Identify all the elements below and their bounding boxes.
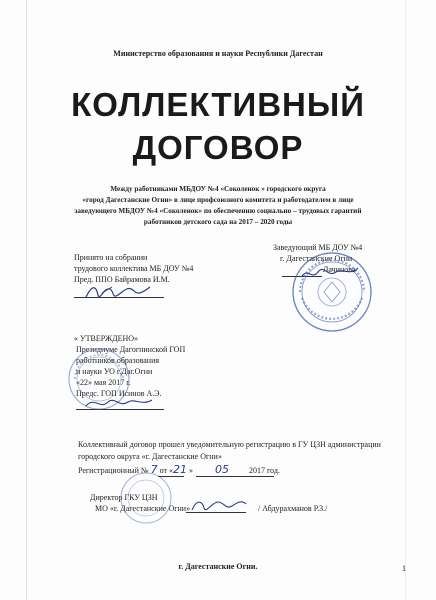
registration-month: 05	[214, 463, 229, 476]
page-number: 1	[402, 564, 406, 573]
head-line-1: Заведующий МБ ДОУ №4	[273, 243, 363, 252]
approved-chair: Предс. ГОП Исинов А.Э.	[76, 389, 162, 398]
registration-line-3	[78, 465, 280, 475]
subtitle-line-3: заведующего МБДОУ №4 «Соколенок» по обеспечению социально – трудовых гарантий	[74, 207, 362, 215]
accepted-line-1: Принято на собрании	[74, 253, 148, 262]
director-title: Директор ГКУ ЦЗН	[90, 493, 158, 502]
month-underline	[196, 476, 274, 477]
title-line-1: КОЛЛЕКТИВНЫЙ	[71, 86, 365, 123]
head-line-3: Лачинова	[323, 265, 356, 274]
subtitle-line-4: работников детского сада на 2017 – 2020 годы	[143, 218, 293, 226]
city-footer: г. Дагестанские Огни.	[178, 562, 258, 571]
registration-year: 2017 год.	[248, 466, 280, 475]
approved-line-2: Президиуме Дагогнинской ГОП	[76, 345, 186, 354]
director-signature	[190, 496, 248, 516]
accepted-line-2: трудового коллектива МБ ДОУ №4	[74, 264, 194, 273]
accepted-line-3: Пред. ППО Байрамова И.М.	[74, 275, 170, 284]
title-line-2: ДОГОВОР	[132, 129, 304, 166]
head-signature	[300, 262, 360, 284]
registration-line-1: Коллективный договор прошел уведомительную регистрацию в ГУ ЦЗН администрации	[78, 440, 381, 449]
subtitle-line-1: Между работниками МБДОУ №4 «Соколенок » городского округа	[110, 185, 326, 193]
registration-mid: »	[186, 466, 195, 475]
registration-day: 21	[172, 463, 187, 476]
approved-signature	[84, 394, 154, 412]
registration-line-2: городского округа «г. Дагестанские Огни»	[78, 452, 222, 461]
approved-line-4: и науки УО г.Даг.Огни	[76, 367, 153, 376]
employment-center-stamp	[118, 470, 174, 526]
director-org: МО «г. Дагестанские Огни»	[95, 504, 191, 513]
approved-heading: « УТВЕРЖДЕНО»	[74, 334, 139, 343]
approved-date: «22» мая 2017 г.	[76, 378, 131, 387]
director-name: / Абдурахманов Р.З./	[258, 504, 328, 513]
approved-line-3: работников образования	[76, 356, 160, 365]
union-chair-signature	[82, 281, 154, 303]
registration-from: от «	[157, 466, 173, 475]
registration-number: 7	[150, 463, 158, 476]
registration-number-prefix: Регистрационный №	[78, 466, 151, 475]
ministry-header: Министерство образования и науки Республики Дагестан	[113, 49, 323, 58]
head-line-2: г. Дагестанские Огни	[280, 254, 353, 263]
subtitle-line-2: «город Дагестанские Огни» в лице профсоюзного комитета и работодателем в лице	[82, 196, 354, 204]
